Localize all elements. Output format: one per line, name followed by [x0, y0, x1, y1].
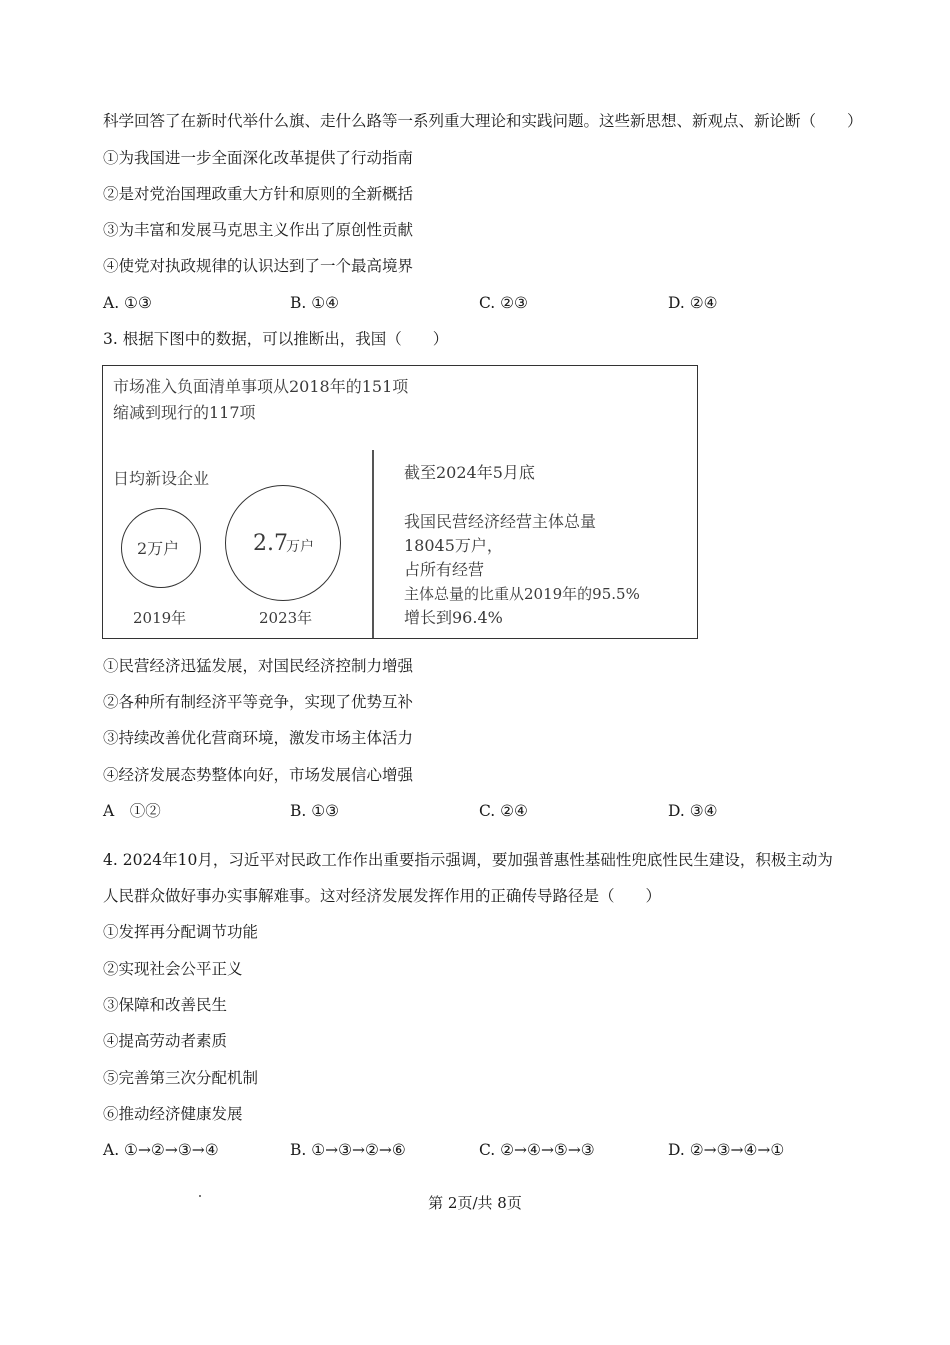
q3-stem: 3. 根据下图中的数据，可以推断出，我国（ ）: [103, 330, 449, 348]
page-number: 第 2页/共 8页: [428, 1194, 522, 1212]
figure-right-line4: 占所有经营: [404, 560, 485, 579]
q4-option-a[interactable]: A. ①→②→③→④: [103, 1141, 219, 1159]
figure-right-line1: 截至2024年5月底: [404, 463, 535, 482]
q3-figure: [102, 365, 698, 639]
q2-option-b[interactable]: B. ①④: [290, 294, 340, 312]
q4-item-1: ①发挥再分配调节功能: [103, 923, 259, 941]
circle-2023-unit: 万户: [286, 539, 314, 555]
figure-right-line5: 主体总量的比重从2019年的95.5%: [404, 585, 640, 603]
q2-item-1: ①为我国进一步全面深化改革提供了行动指南: [103, 149, 414, 167]
figure-right-line6: 增长到96.4%: [404, 608, 503, 627]
figure-right-line2: 我国民营经济经营主体总量: [404, 512, 597, 531]
q2-item-4: ④使党对执政规律的认识达到了一个最高境界: [103, 257, 414, 275]
q2-item-2: ②是对党治国理政重大方针和原则的全新概括: [103, 185, 414, 203]
figure-top-line2: 缩减到现行的117项: [113, 403, 256, 422]
figure-left-title: 日均新设企业: [113, 469, 210, 488]
q2-option-a[interactable]: A. ①③: [103, 294, 152, 312]
q3-option-a[interactable]: A ①②: [103, 802, 161, 820]
q3-item-3: ③持续改善优化营商环境，激发市场主体活力: [103, 729, 414, 747]
q2-option-c[interactable]: C. ②③: [479, 294, 528, 312]
q4-option-d[interactable]: D. ②→③→④→①: [668, 1141, 785, 1159]
q3-item-4: ④经济发展态势整体向好，市场发展信心增强: [103, 766, 414, 784]
q2-item-3: ③为丰富和发展马克思主义作出了原创性贡献: [103, 221, 414, 239]
figure-right-line3: 18045万户，: [404, 536, 503, 555]
q4-option-c[interactable]: C. ②→④→⑤→③: [479, 1141, 595, 1159]
q3-item-1: ①民营经济迅猛发展，对国民经济控制力增强: [103, 657, 414, 675]
q2-stem-tail: 科学回答了在新时代举什么旗、走什么路等一系列重大理论和实践问题。这些新思想、新观点、新论断（ ）: [103, 112, 863, 130]
q4-item-2: ②实现社会公平正义: [103, 960, 243, 978]
q3-option-b[interactable]: B. ①③: [290, 802, 340, 820]
q2-option-d[interactable]: D. ②④: [668, 294, 718, 312]
year-2023-label: 2023年: [259, 609, 313, 627]
q4-option-b[interactable]: B. ①→③→②→⑥: [290, 1141, 406, 1159]
q3-item-2: ②各种所有制经济平等竞争，实现了优势互补: [103, 693, 414, 711]
q4-item-6: ⑥推动经济健康发展: [103, 1105, 243, 1123]
q4-item-3: ③保障和改善民生: [103, 996, 228, 1014]
q3-option-c[interactable]: C. ②④: [479, 802, 528, 820]
q4-item-4: ④提高劳动者素质: [103, 1032, 228, 1050]
figure-top-line1: 市场准入负面清单事项从2018年的151项: [113, 377, 409, 396]
figure-divider: [372, 450, 374, 638]
year-2019-label: 2019年: [133, 609, 187, 627]
q4-item-5: ⑤完善第三次分配机制: [103, 1069, 259, 1087]
circle-2019-label: 2万户: [137, 539, 180, 558]
q3-option-d[interactable]: D. ③④: [668, 802, 718, 820]
q4-stem-line1: 4. 2024年10月，习近平对民政工作作出重要指示强调，要加强普惠性基础性兜底性民生建设，积极主动为: [103, 851, 833, 869]
q4-stem-line2: 人民群众做好事办实事解难事。这对经济发展发挥作用的正确传导路径是（ ）: [103, 887, 662, 905]
circle-2023-number: 2.7: [253, 531, 288, 556]
